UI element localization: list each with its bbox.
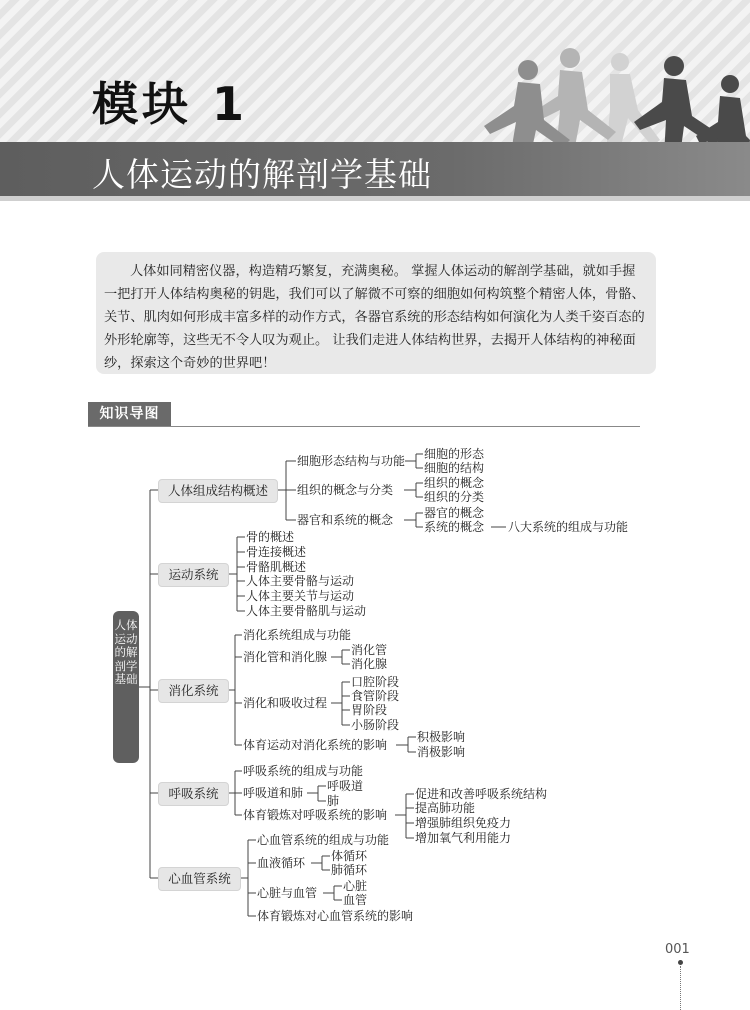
node-exercise-digestion: 体育运动对消化系统的影响 (243, 738, 388, 752)
node-positive-effect: 积极影响 (417, 730, 466, 744)
node-heart-vessel: 心脏与血管 (257, 886, 318, 900)
node-digestive-composition: 消化系统组成与功能 (243, 628, 352, 642)
node-lung-function: 提高肺功能 (415, 801, 476, 815)
node-cell-parts: 细胞的结构 (424, 461, 485, 475)
node-cardio-composition: 心血管系统的组成与功能 (257, 833, 390, 847)
node-organ-concept: 器官的概念 (424, 506, 485, 520)
node-intestine-stage: 小肠阶段 (351, 718, 400, 732)
page-number-line (680, 966, 681, 1010)
category-respiratory-system: 呼吸系统 (158, 782, 229, 806)
node-tract-gland: 消化管和消化腺 (243, 650, 328, 664)
page-subtitle: 人体运动的解剖学基础 (92, 155, 432, 194)
node-tissue-class: 组织的分类 (424, 490, 485, 504)
node-gland: 消化腺 (351, 657, 388, 671)
node-tract: 消化管 (351, 643, 388, 657)
node-exercise-respiration: 体育锻炼对呼吸系统的影响 (243, 808, 388, 822)
node-main-joints: 人体主要关节与运动 (246, 589, 355, 603)
node-heart: 心脏 (343, 879, 368, 893)
section-heading: 知识导图 (88, 402, 171, 426)
node-vessel: 血管 (343, 893, 368, 907)
node-exercise-cardio: 体育锻炼对心血管系统的影响 (257, 909, 414, 923)
node-system-concept: 系统的概念 (424, 520, 485, 534)
node-improve-structure: 促进和改善呼吸系统结构 (415, 787, 548, 801)
node-bone: 骨的概述 (246, 530, 295, 544)
category-cardiovascular-system: 心血管系统 (158, 867, 241, 891)
node-lung-immunity: 增强肺组织免疫力 (415, 816, 512, 830)
page-number: 001 (665, 942, 690, 957)
node-main-muscles: 人体主要骨骼肌与运动 (246, 604, 367, 618)
node-main-bones: 人体主要骨骼与运动 (246, 574, 355, 588)
node-joint-overview: 骨连接概述 (246, 545, 307, 559)
node-airway: 呼吸道 (327, 779, 364, 793)
node-absorption-process: 消化和吸收过程 (243, 696, 328, 710)
node-esophagus-stage: 食管阶段 (351, 689, 400, 703)
node-muscle-overview: 骨骼肌概述 (246, 560, 307, 574)
intro-body: 人体如同精密仪器，构造精巧繁复，充满奥秘。 掌握人体运动的解剖学基础，就如手握一把打开人体结构奥秘的钥匙，我们可以了解微不可察的细胞如何构筑整个精密人体，骨骼、关节、肌肉如何形成丰富多样的动作方式，各器官系统的形态结构如何演化为人类千姿百态的外形轮廓等，这些无不令人叹为观止。 让我们走进人体结构世界，去揭开人体结构的神秘面纱，探索这个奇妙的世界吧！ (104, 264, 645, 371)
node-eight-systems: 八大系统的组成与功能 (508, 520, 629, 534)
node-cell-shape: 细胞的形态 (424, 447, 485, 461)
node-pulmonary-circulation: 肺循环 (331, 863, 368, 877)
node-negative-effect: 消极影响 (417, 745, 466, 759)
node-lung: 肺 (327, 794, 340, 808)
page-number-dot (678, 960, 683, 965)
mindmap-root: 人体运动的解剖学基础 (113, 611, 139, 763)
node-airway-lung: 呼吸道和肺 (243, 786, 304, 800)
category-body-structure: 人体组成结构概述 (158, 479, 278, 503)
node-systemic-circulation: 体循环 (331, 849, 368, 863)
node-oral-stage: 口腔阶段 (351, 675, 400, 689)
node-respiratory-composition: 呼吸系统的组成与功能 (243, 764, 364, 778)
node-cell-structure: 细胞形态结构与功能 (297, 454, 406, 468)
node-stomach-stage: 胃阶段 (351, 703, 388, 717)
category-motor-system: 运动系统 (158, 563, 229, 587)
node-oxygen-use: 增加氧气利用能力 (415, 831, 512, 845)
node-tissue: 组织的概念与分类 (297, 483, 394, 497)
node-tissue-concept: 组织的概念 (424, 476, 485, 490)
category-digestive-system: 消化系统 (158, 679, 229, 703)
node-organ-system: 器官和系统的概念 (297, 513, 394, 527)
node-circulation: 血液循环 (257, 856, 306, 870)
module-title: 模块 1 (92, 77, 249, 131)
